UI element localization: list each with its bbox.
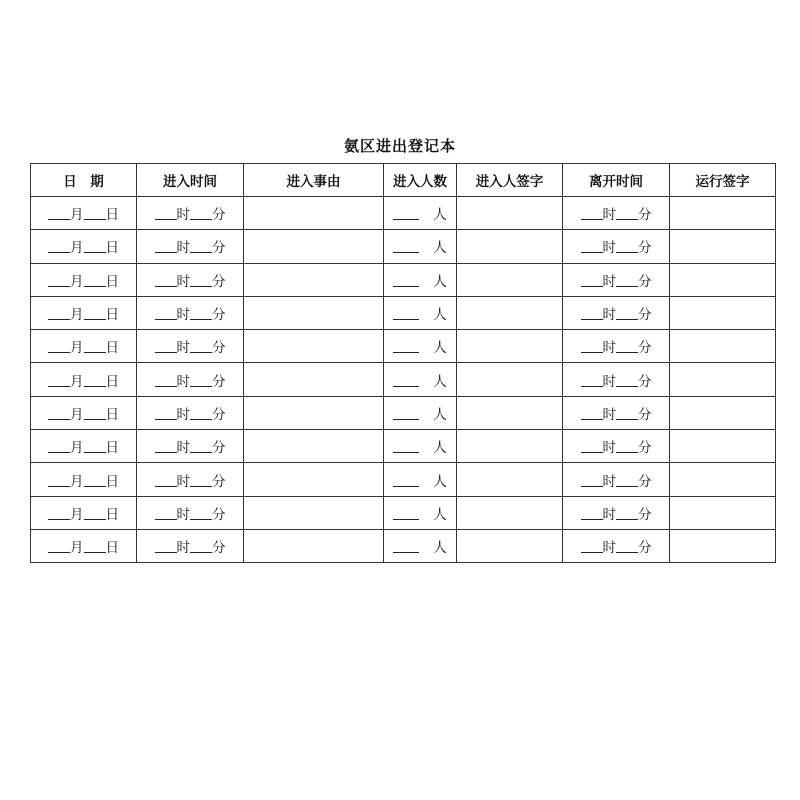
- month-unit: 月: [70, 473, 84, 490]
- entry-count-cell[interactable]: [384, 396, 457, 429]
- month-blank[interactable]: [48, 438, 70, 453]
- entrant-signature-cell[interactable]: [457, 363, 563, 396]
- entry-count-cell[interactable]: [384, 230, 457, 263]
- header-leave-time: 离开时间: [563, 164, 670, 197]
- minute-blank[interactable]: [616, 372, 638, 387]
- hour-unit: 时: [602, 340, 616, 357]
- minute-unit: 分: [638, 207, 652, 224]
- form-title: 氨区进出登记本: [343, 137, 456, 155]
- entry-count-cell[interactable]: [384, 430, 457, 463]
- minute-unit: 分: [638, 340, 652, 357]
- month-blank[interactable]: [48, 538, 70, 553]
- day-blank[interactable]: [84, 305, 106, 320]
- table-row: [31, 363, 776, 396]
- day-unit: 日: [105, 307, 119, 324]
- hour-blank[interactable]: [155, 438, 177, 453]
- person-unit: 人: [433, 406, 447, 423]
- person-unit: 人: [433, 273, 447, 290]
- entry-count-cell[interactable]: [384, 463, 457, 496]
- minute-blank[interactable]: [190, 238, 212, 253]
- day-blank[interactable]: [84, 372, 106, 387]
- minute-unit: 分: [638, 506, 652, 523]
- date-cell[interactable]: [31, 296, 137, 329]
- minute-unit: 分: [212, 506, 226, 523]
- count-blank[interactable]: [393, 305, 419, 320]
- hour-unit: 时: [176, 540, 190, 557]
- hour-blank[interactable]: [155, 538, 177, 553]
- month-blank[interactable]: [48, 238, 70, 253]
- table-row: [31, 263, 776, 296]
- table-row: [31, 197, 776, 230]
- hour-unit: 时: [176, 473, 190, 490]
- date-cell[interactable]: [31, 430, 137, 463]
- entry-count-cell[interactable]: [384, 296, 457, 329]
- operator-signature-cell[interactable]: [670, 396, 776, 429]
- month-blank[interactable]: [48, 472, 70, 487]
- count-blank[interactable]: [393, 472, 419, 487]
- entry-time-cell[interactable]: [137, 363, 244, 396]
- entry-count-cell[interactable]: [384, 363, 457, 396]
- entry-reason-cell[interactable]: [244, 463, 384, 496]
- hour-unit: 时: [602, 440, 616, 457]
- operator-signature-cell[interactable]: [670, 363, 776, 396]
- minute-blank[interactable]: [190, 372, 212, 387]
- hour-blank[interactable]: [581, 238, 603, 253]
- minute-unit: 分: [638, 273, 652, 290]
- minute-blank[interactable]: [190, 305, 212, 320]
- table-row: [31, 330, 776, 363]
- date-cell[interactable]: [31, 496, 137, 529]
- entry-reason-cell[interactable]: [244, 496, 384, 529]
- entry-time-cell[interactable]: [137, 496, 244, 529]
- operator-signature-cell[interactable]: [670, 263, 776, 296]
- entry-reason-cell[interactable]: [244, 230, 384, 263]
- operator-signature-cell[interactable]: [670, 529, 776, 562]
- minute-blank[interactable]: [616, 205, 638, 220]
- entry-reason-cell[interactable]: [244, 430, 384, 463]
- day-blank[interactable]: [84, 338, 106, 353]
- minute-unit: 分: [212, 373, 226, 390]
- minute-blank[interactable]: [616, 272, 638, 287]
- day-unit: 日: [105, 207, 119, 224]
- day-unit: 日: [105, 240, 119, 257]
- table-row: [31, 430, 776, 463]
- hour-blank[interactable]: [155, 372, 177, 387]
- count-blank[interactable]: [393, 372, 419, 387]
- entrant-signature-cell[interactable]: [457, 396, 563, 429]
- minute-blank[interactable]: [616, 405, 638, 420]
- leave-time-cell[interactable]: [563, 363, 670, 396]
- operator-signature-cell[interactable]: [670, 230, 776, 263]
- operator-signature-cell[interactable]: [670, 330, 776, 363]
- minute-unit: 分: [638, 406, 652, 423]
- entry-reason-cell[interactable]: [244, 263, 384, 296]
- count-blank[interactable]: [393, 205, 419, 220]
- day-unit: 日: [105, 340, 119, 357]
- person-unit: 人: [433, 506, 447, 523]
- month-blank[interactable]: [48, 338, 70, 353]
- hour-unit: 时: [602, 240, 616, 257]
- entrant-signature-cell[interactable]: [457, 496, 563, 529]
- table-row: [31, 396, 776, 429]
- header-entrant-signature: 进入人签字: [457, 164, 563, 197]
- hour-unit: 时: [176, 506, 190, 523]
- date-cell[interactable]: [31, 396, 137, 429]
- day-unit: 日: [105, 473, 119, 490]
- entrant-signature-cell[interactable]: [457, 230, 563, 263]
- entry-time-cell[interactable]: [137, 263, 244, 296]
- day-unit: 日: [105, 540, 119, 557]
- hour-unit: 时: [176, 273, 190, 290]
- minute-blank[interactable]: [616, 338, 638, 353]
- hour-blank[interactable]: [581, 538, 603, 553]
- month-blank[interactable]: [48, 405, 70, 420]
- header-row: [31, 164, 776, 197]
- hour-unit: 时: [602, 207, 616, 224]
- entry-time-cell[interactable]: [137, 430, 244, 463]
- operator-signature-cell[interactable]: [670, 463, 776, 496]
- table-row: [31, 463, 776, 496]
- leave-time-cell[interactable]: [563, 430, 670, 463]
- person-unit: 人: [433, 307, 447, 324]
- hour-blank[interactable]: [155, 205, 177, 220]
- hour-blank[interactable]: [581, 205, 603, 220]
- minute-unit: 分: [638, 473, 652, 490]
- operator-signature-cell[interactable]: [670, 197, 776, 230]
- leave-time-cell[interactable]: [563, 529, 670, 562]
- minute-unit: 分: [212, 273, 226, 290]
- minute-blank[interactable]: [190, 505, 212, 520]
- hour-blank[interactable]: [581, 472, 603, 487]
- table-row: [31, 496, 776, 529]
- leave-time-cell[interactable]: [563, 463, 670, 496]
- minute-unit: 分: [212, 207, 226, 224]
- month-unit: 月: [70, 307, 84, 324]
- minute-unit: 分: [212, 440, 226, 457]
- month-unit: 月: [70, 373, 84, 390]
- month-unit: 月: [70, 540, 84, 557]
- hour-unit: 时: [602, 473, 616, 490]
- count-blank[interactable]: [393, 505, 419, 520]
- minute-blank[interactable]: [190, 205, 212, 220]
- header-entry-time: 进入时间: [137, 164, 244, 197]
- month-blank[interactable]: [48, 272, 70, 287]
- minute-unit: 分: [212, 473, 226, 490]
- minute-blank[interactable]: [190, 338, 212, 353]
- minute-unit: 分: [212, 307, 226, 324]
- header-entry-count: 进入人数: [384, 164, 457, 197]
- month-unit: 月: [70, 340, 84, 357]
- hour-unit: 时: [176, 440, 190, 457]
- table-row: [31, 230, 776, 263]
- hour-unit: 时: [602, 540, 616, 557]
- month-blank[interactable]: [48, 505, 70, 520]
- entry-count-cell[interactable]: [384, 197, 457, 230]
- entry-reason-cell[interactable]: [244, 330, 384, 363]
- month-unit: 月: [70, 240, 84, 257]
- entry-time-cell[interactable]: [137, 330, 244, 363]
- entry-reason-cell[interactable]: [244, 396, 384, 429]
- person-unit: 人: [433, 340, 447, 357]
- leave-time-cell[interactable]: [563, 330, 670, 363]
- hour-blank[interactable]: [581, 405, 603, 420]
- month-unit: 月: [70, 440, 84, 457]
- hour-blank[interactable]: [155, 472, 177, 487]
- person-unit: 人: [433, 540, 447, 557]
- date-cell[interactable]: [31, 363, 137, 396]
- day-unit: 日: [105, 406, 119, 423]
- count-blank[interactable]: [393, 405, 419, 420]
- minute-unit: 分: [638, 540, 652, 557]
- operator-signature-cell[interactable]: [670, 430, 776, 463]
- count-blank[interactable]: [393, 438, 419, 453]
- header-entry-reason: 进入事由: [244, 164, 384, 197]
- day-unit: 日: [105, 373, 119, 390]
- person-unit: 人: [433, 473, 447, 490]
- hour-blank[interactable]: [155, 305, 177, 320]
- hour-blank[interactable]: [581, 305, 603, 320]
- minute-unit: 分: [638, 240, 652, 257]
- date-cell[interactable]: [31, 263, 137, 296]
- count-blank[interactable]: [393, 338, 419, 353]
- minute-blank[interactable]: [616, 305, 638, 320]
- minute-unit: 分: [638, 440, 652, 457]
- leave-time-cell[interactable]: [563, 296, 670, 329]
- month-blank[interactable]: [48, 372, 70, 387]
- hour-unit: 时: [602, 406, 616, 423]
- entry-reason-cell[interactable]: [244, 363, 384, 396]
- day-unit: 日: [105, 273, 119, 290]
- day-blank[interactable]: [84, 505, 106, 520]
- entrant-signature-cell[interactable]: [457, 529, 563, 562]
- operator-signature-cell[interactable]: [670, 296, 776, 329]
- minute-blank[interactable]: [190, 272, 212, 287]
- minute-unit: 分: [212, 240, 226, 257]
- entry-time-cell[interactable]: [137, 197, 244, 230]
- minute-unit: 分: [212, 540, 226, 557]
- count-blank[interactable]: [393, 272, 419, 287]
- minute-unit: 分: [638, 373, 652, 390]
- entry-time-cell[interactable]: [137, 529, 244, 562]
- table-row: [31, 296, 776, 329]
- hour-blank[interactable]: [155, 238, 177, 253]
- date-cell[interactable]: [31, 230, 137, 263]
- hour-unit: 时: [176, 207, 190, 224]
- leave-time-cell[interactable]: [563, 263, 670, 296]
- hour-blank[interactable]: [581, 272, 603, 287]
- entrant-signature-cell[interactable]: [457, 463, 563, 496]
- hour-unit: 时: [602, 373, 616, 390]
- hour-unit: 时: [176, 373, 190, 390]
- minute-blank[interactable]: [616, 538, 638, 553]
- minute-blank[interactable]: [190, 472, 212, 487]
- hour-blank[interactable]: [581, 505, 603, 520]
- month-unit: 月: [70, 273, 84, 290]
- entry-reason-cell[interactable]: [244, 296, 384, 329]
- count-blank[interactable]: [393, 238, 419, 253]
- hour-unit: 时: [602, 506, 616, 523]
- minute-blank[interactable]: [616, 472, 638, 487]
- entry-count-cell[interactable]: [384, 529, 457, 562]
- minute-blank[interactable]: [190, 438, 212, 453]
- entrant-signature-cell[interactable]: [457, 330, 563, 363]
- minute-blank[interactable]: [616, 238, 638, 253]
- person-unit: 人: [433, 207, 447, 224]
- table-row: [31, 529, 776, 562]
- hour-unit: 时: [176, 340, 190, 357]
- entry-reason-cell[interactable]: [244, 529, 384, 562]
- table-body: [31, 197, 776, 563]
- day-blank[interactable]: [84, 405, 106, 420]
- entry-count-cell[interactable]: [384, 263, 457, 296]
- hour-blank[interactable]: [581, 338, 603, 353]
- month-blank[interactable]: [48, 305, 70, 320]
- entry-count-cell[interactable]: [384, 330, 457, 363]
- month-blank[interactable]: [48, 205, 70, 220]
- date-cell[interactable]: [31, 529, 137, 562]
- person-unit: 人: [433, 373, 447, 390]
- minute-unit: 分: [638, 307, 652, 324]
- hour-unit: 时: [602, 307, 616, 324]
- day-blank[interactable]: [84, 272, 106, 287]
- day-blank[interactable]: [84, 205, 106, 220]
- entry-time-cell[interactable]: [137, 463, 244, 496]
- date-cell[interactable]: [31, 463, 137, 496]
- hour-unit: 时: [176, 240, 190, 257]
- header-date: 日 期: [31, 164, 137, 197]
- leave-time-cell[interactable]: [563, 496, 670, 529]
- hour-blank[interactable]: [581, 438, 603, 453]
- leave-time-cell[interactable]: [563, 197, 670, 230]
- minute-unit: 分: [212, 340, 226, 357]
- month-unit: 月: [70, 406, 84, 423]
- minute-blank[interactable]: [190, 405, 212, 420]
- day-blank[interactable]: [84, 438, 106, 453]
- hour-unit: 时: [602, 273, 616, 290]
- day-unit: 日: [105, 440, 119, 457]
- day-unit: 日: [105, 506, 119, 523]
- person-unit: 人: [433, 240, 447, 257]
- date-cell[interactable]: [31, 197, 137, 230]
- count-blank[interactable]: [393, 538, 419, 553]
- person-unit: 人: [433, 440, 447, 457]
- header-operator-signature: 运行签字: [670, 164, 776, 197]
- entry-reason-cell[interactable]: [244, 197, 384, 230]
- registration-table: [30, 163, 776, 563]
- leave-time-cell[interactable]: [563, 230, 670, 263]
- leave-time-cell[interactable]: [563, 396, 670, 429]
- entry-count-cell[interactable]: [384, 496, 457, 529]
- date-cell[interactable]: [31, 330, 137, 363]
- entrant-signature-cell[interactable]: [457, 263, 563, 296]
- minute-blank[interactable]: [190, 538, 212, 553]
- hour-unit: 时: [176, 406, 190, 423]
- day-blank[interactable]: [84, 472, 106, 487]
- minute-blank[interactable]: [616, 438, 638, 453]
- hour-blank[interactable]: [581, 372, 603, 387]
- hour-blank[interactable]: [155, 505, 177, 520]
- day-blank[interactable]: [84, 538, 106, 553]
- minute-unit: 分: [212, 406, 226, 423]
- hour-blank[interactable]: [155, 405, 177, 420]
- month-unit: 月: [70, 506, 84, 523]
- day-blank[interactable]: [84, 238, 106, 253]
- entry-time-cell[interactable]: [137, 296, 244, 329]
- month-unit: 月: [70, 207, 84, 224]
- hour-blank[interactable]: [155, 272, 177, 287]
- hour-unit: 时: [176, 307, 190, 324]
- entry-time-cell[interactable]: [137, 396, 244, 429]
- operator-signature-cell[interactable]: [670, 496, 776, 529]
- entrant-signature-cell[interactable]: [457, 197, 563, 230]
- minute-blank[interactable]: [616, 505, 638, 520]
- hour-blank[interactable]: [155, 338, 177, 353]
- entry-time-cell[interactable]: [137, 230, 244, 263]
- entrant-signature-cell[interactable]: [457, 430, 563, 463]
- entrant-signature-cell[interactable]: [457, 296, 563, 329]
